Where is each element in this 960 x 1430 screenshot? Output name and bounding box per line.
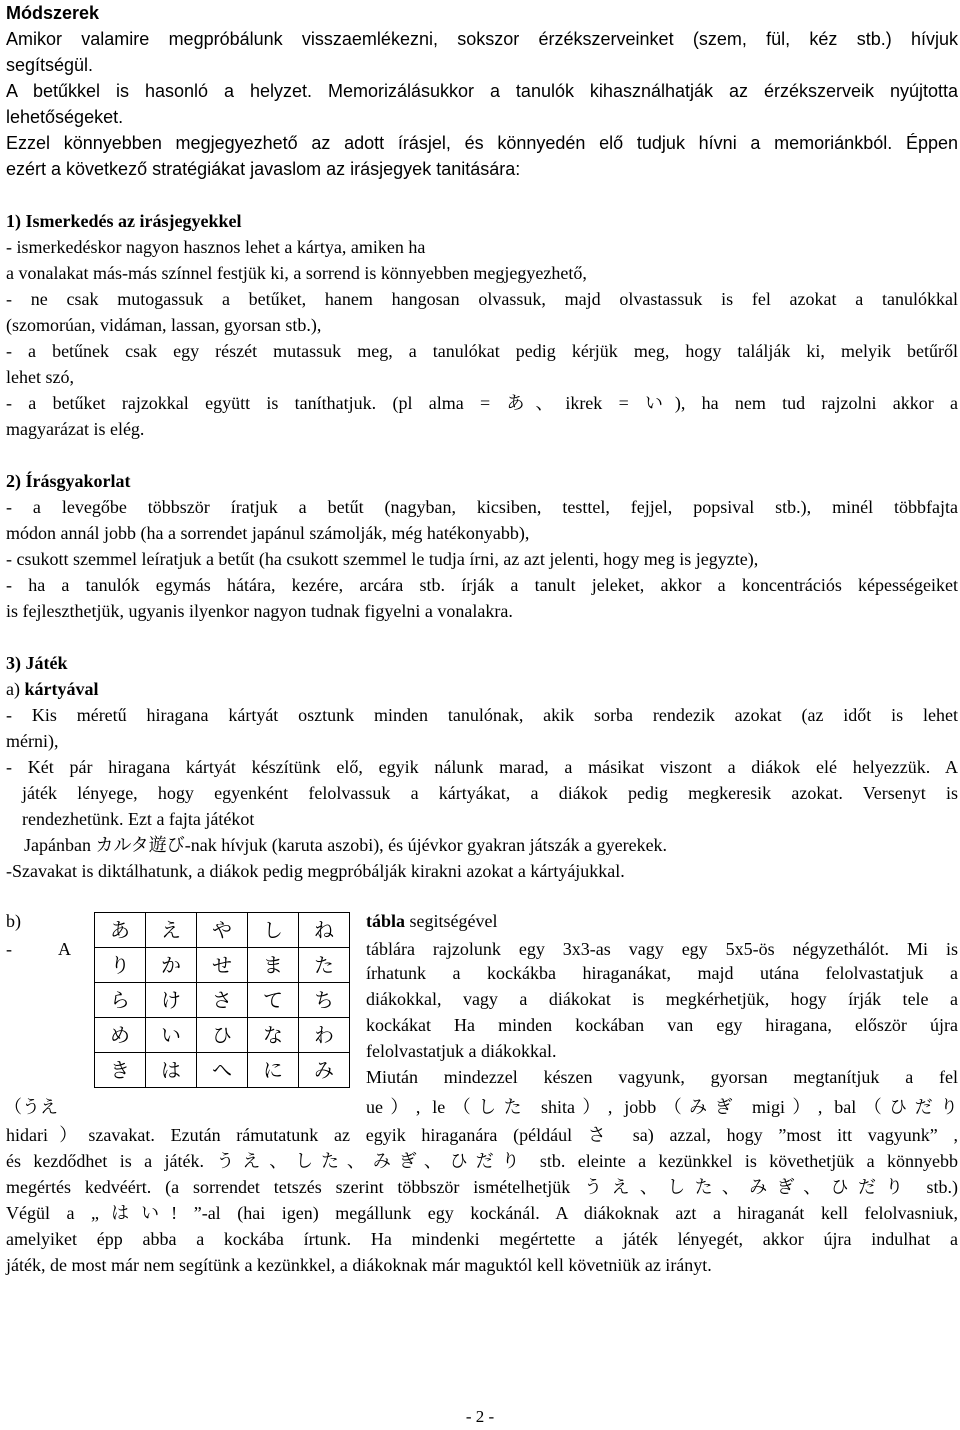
grid-cell: か — [146, 948, 197, 983]
grid-cell: や — [197, 913, 248, 948]
grid-cell: ま — [248, 948, 299, 983]
grid-cell: あ — [95, 913, 146, 948]
grid-cell: な — [248, 1018, 299, 1053]
closing-line: és kezdődhet is a játék. うえ、した、みぎ、ひだり stb. eleinte a kezünkkel is követhetjük a könnyebb — [6, 1151, 958, 1171]
grid-cell: わ — [299, 1018, 350, 1053]
page-number: - 2 - — [465, 1407, 495, 1426]
section-2-title: 2) Írásgyakorlat — [6, 471, 131, 491]
intro-line-6: ezért a következő stratégiákat javaslom az irásjegyek tanitására: — [6, 159, 521, 179]
grid-cell: ね — [299, 913, 350, 948]
section-1-line: magyarázat is elég. — [6, 419, 145, 439]
intro-line-3: A betűkkel is hasonló a helyzet. Memorizálásukkor a tanulók kihasználhatják az érzékszerveik nyújtotta — [6, 81, 958, 101]
section-3a-line: Japánban カルタ遊び-nak hívjuk (karuta aszobi), és újévkor gyakran játszák a gyerekek. — [24, 835, 668, 855]
section-1-line: - a betűket rajzokkal együtt is taníthatjuk. (pl alma = あ、ikrek = い), ha nem tud rajzolni akkor a — [6, 393, 958, 413]
intro-line-2: segítségül. — [6, 55, 94, 75]
grid-cell: に — [248, 1053, 299, 1088]
grid-row — [95, 1053, 350, 1088]
grid-cell: て — [248, 983, 299, 1018]
page-title: Módszerek — [6, 3, 100, 23]
section-3b-title: tábla — [366, 911, 406, 931]
section-3a-prefix: a) — [6, 679, 25, 699]
grid-cell: み — [299, 1053, 350, 1088]
grid-cell: ち — [299, 983, 350, 1018]
closing-line: Végül a „はい! ”-al (hai igen) megállunk egy kockánál. A diákoknak azt a hiraganát kell felolvasniuk, — [6, 1203, 958, 1223]
section-3b-a: A — [58, 939, 71, 959]
section-3a-line: játék lényege, hogy egyenként felolvassuk a kártyákat, a diákok pedig megkeresik azokat. Versenyt is — [22, 783, 958, 803]
intro-line-1: Amikor valamire megpróbálunk visszaemlékezni, sokszor érzékszerveinket (szem, fül, kéz stb.) hívjuk — [6, 29, 958, 49]
hiragana-grid — [94, 912, 350, 1088]
grid-row — [95, 983, 350, 1018]
grid-row — [95, 1018, 350, 1053]
section-3b-right-line: felolvastatjuk a diákokkal. — [366, 1041, 557, 1061]
section-2-line: módon annál jobb (ha a sorrendet japánul számolják, még hatékonyabb), — [6, 523, 530, 543]
section-2-line: - csukott szemmel leíratjuk a betűt (ha csukott szemmel le tudja írni, az azt jelenti, hogy meg is jegyzte), — [6, 549, 759, 569]
closing-line: hidari）szavakat. Ezután rámutatunk az egyik hiraganára (például さ sa) azzal, hogy ”most itt vagyunk” , — [6, 1125, 958, 1145]
section-3b-right-line: írhatunk a kockákba hiraganákat, majd utána felolvastatjuk a — [366, 963, 958, 983]
closing-line: amelyiket épp abba a kockába írtunk. Ha mindenki megértette a játék lényegét, akkor újra indulhat a — [6, 1229, 958, 1249]
section-3b-left-bottom: （うえ — [4, 1097, 58, 1117]
section-2-line: - ha a tanulók egymás hátára, kezére, arcára stb. írják a tanult jeleket, akkor a koncentrációs képességeiket — [6, 575, 958, 595]
section-3b-dash: - — [6, 939, 12, 959]
section-1-line: a vonalakat más-más színnel festjük ki, a sorrend is könnyebben megjegyezhető, — [6, 263, 587, 283]
grid-cell: さ — [197, 983, 248, 1018]
section-1-line: lehet szó, — [6, 367, 74, 387]
section-1-line: - ne csak mutogassuk a betűket, hanem hangosan olvassuk, majd olvastassuk is fel azokat a tanulókkal — [6, 289, 958, 309]
section-3a-line: mérni), — [6, 731, 59, 751]
section-3b-right-line: kockákat Ha minden kockában van egy hiragana, először újra — [366, 1015, 958, 1035]
section-3a-heading — [6, 676, 958, 702]
section-3a-line: rendezhetünk. Ezt a fajta játékot — [22, 809, 255, 829]
grid-cell: け — [146, 983, 197, 1018]
intro-line-5: Ezzel könnyebben megjegyezhető az adott írásjel, és könnyedén elő tudjuk hívni a memoriánkból. Éppen — [6, 133, 958, 153]
section-1-title: 1) Ismerkedés az irásjegyekkel — [6, 211, 242, 231]
grid-cell: ら — [95, 983, 146, 1018]
section-3a-line: -Szavakat is diktálhatunk, a diákok pedig megpróbálják kirakni azokat a kártyájukkal. — [6, 861, 625, 881]
grid-row — [95, 948, 350, 983]
section-3a-line: - Kis méretű hiragana kártyát osztunk minden tanulónak, akik sorba rendezik azokat (az időt is lehet — [6, 705, 958, 725]
section-3a-title: kártyával — [24, 679, 99, 699]
intro-line-4: lehetőségeket. — [6, 107, 124, 127]
section-3b-right-line: táblára rajzolunk egy 3x3-as vagy egy 5x5-ös négyzethálót. Mi is — [366, 939, 958, 959]
section-3b-right-line: diákokkal, vagy a diákokat is megkérhetjük, hogy írják tele a — [366, 989, 958, 1009]
closing-line: megértés kedvéért. (a sorrendet tetszés szerint többször ismételhetjük うえ、した、みぎ、ひだり stb.) — [6, 1177, 958, 1197]
section-3a-line: - Két pár hiragana kártyát készítünk elő, egyik nálunk marad, a másikat viszont a diákok elé helyezzük. A — [6, 757, 958, 777]
grid-cell: え — [146, 913, 197, 948]
closing-line: játék, de most már nem segítünk a kezünkkel, a diákoknak már maguktól kell követniük az irányt. — [6, 1255, 712, 1275]
grid-cell: り — [95, 948, 146, 983]
grid-cell: へ — [197, 1053, 248, 1088]
section-1-line: - ismerkedéskor nagyon hasznos lehet a kártya, amiken ha — [6, 237, 426, 257]
section-2-line: is fejleszthetjük, ugyanis ilyenkor nagyon tudnak figyelni a vonalakra. — [6, 601, 513, 621]
grid-cell: ひ — [197, 1018, 248, 1053]
section-2-line: - a levegőbe többször íratjuk a betűt (nagyban, kicsiben, testtel, fejjel, popsival stb.), minél többfajta — [6, 497, 958, 517]
section-1-line: (szomorúan, vidáman, lassan, gyorsan stb.), — [6, 315, 322, 335]
section-3b-title-rest: segitségével — [405, 911, 498, 931]
grid-cell: せ — [197, 948, 248, 983]
grid-cell: き — [95, 1053, 146, 1088]
section-1-line: - a betűnek csak egy részét mutassuk meg, a tanulókat pedig kérjük meg, hogy találják ki, melyik betűről — [6, 341, 958, 361]
grid-cell: は — [146, 1053, 197, 1088]
grid-cell: い — [146, 1018, 197, 1053]
grid-row — [95, 913, 350, 948]
section-3b-right-bottom: ue）, le（した shita）, jobb（みぎ migi）, bal（ひだり — [366, 1097, 958, 1117]
grid-cell: め — [95, 1018, 146, 1053]
section-3b-right-line: Miután mindezzel készen vagyunk, gyorsan megtanítjuk a fel — [366, 1067, 958, 1087]
section-3b-label: b) — [6, 911, 21, 931]
section-3b-heading — [366, 908, 498, 934]
grid-cell: た — [299, 948, 350, 983]
section-3-title: 3) Játék — [6, 653, 68, 673]
grid-cell: し — [248, 913, 299, 948]
